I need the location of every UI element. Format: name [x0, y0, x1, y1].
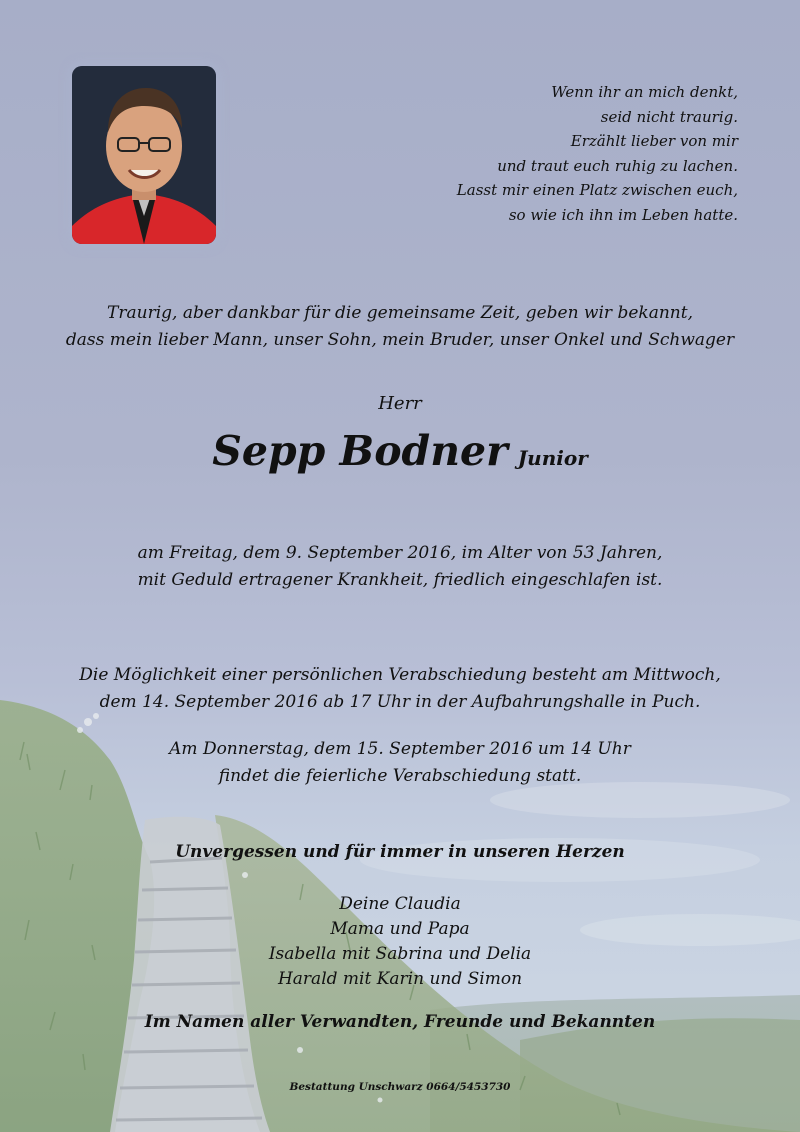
- poem-line: Erzählt lieber von mir: [570, 132, 738, 150]
- poem-line: Lasst mir einen Platz zwischen euch,: [456, 181, 738, 199]
- portrait-photo: [72, 66, 216, 244]
- announcement-intro: [0, 300, 800, 354]
- intro-line: Traurig, aber dankbar für die gemeinsame Zeit, geben wir bekannt,: [107, 303, 693, 323]
- memorial-poem: [378, 80, 738, 227]
- name-suffix: Junior: [517, 446, 588, 470]
- farewell-line: dem 14. September 2016 ab 17 Uhr in der Aufbahrungshalle in Puch.: [99, 692, 701, 712]
- funeral-home-contact: Bestattung Unschwarz 0664/5453730: [289, 1081, 511, 1093]
- poem-line: seid nicht traurig.: [600, 107, 738, 126]
- closing-line: Im Namen aller Verwandten, Freunde und Bekannten: [144, 1012, 656, 1032]
- mourner-item: Isabella mit Sabrina und Delia: [268, 944, 532, 964]
- death-notice: [0, 540, 800, 594]
- death-notice-line: am Freitag, dem 9. September 2016, im Alter von 53 Jahren,: [137, 543, 663, 563]
- mourners-list: [0, 892, 800, 992]
- ceremony-line: Am Donnerstag, dem 15. September 2016 um 14 Uhr: [169, 739, 631, 759]
- poem-line: so wie ich ihn im Leben hatte.: [508, 205, 738, 224]
- deceased-name: Sepp Bodner: [212, 427, 508, 475]
- memorial-motto: Unvergessen und für immer in unseren Herzen: [175, 842, 625, 862]
- mourner-item: Mama und Papa: [330, 919, 470, 939]
- mourner-item: Deine Claudia: [339, 894, 461, 914]
- farewell-line: Die Möglichkeit einer persönlichen Verabschiedung besteht am Mittwoch,: [79, 665, 721, 685]
- salutation: Herr: [378, 393, 422, 414]
- farewell-info: [0, 662, 800, 716]
- portrait-illustration: [72, 66, 216, 244]
- death-notice-line: mit Geduld ertragener Krankheit, friedlich eingeschlafen ist.: [137, 570, 663, 590]
- intro-line: dass mein lieber Mann, unser Sohn, mein Bruder, unser Onkel und Schwager: [65, 330, 735, 350]
- mourner-item: Harald mit Karin und Simon: [277, 969, 523, 989]
- deceased-name-row: [0, 427, 800, 475]
- ceremony-line: findet die feierliche Verabschiedung statt.: [218, 766, 582, 786]
- ceremony-info: [0, 736, 800, 790]
- poem-line: und traut euch ruhig zu lachen.: [497, 156, 738, 175]
- poem-line: Wenn ihr an mich denkt,: [551, 83, 738, 101]
